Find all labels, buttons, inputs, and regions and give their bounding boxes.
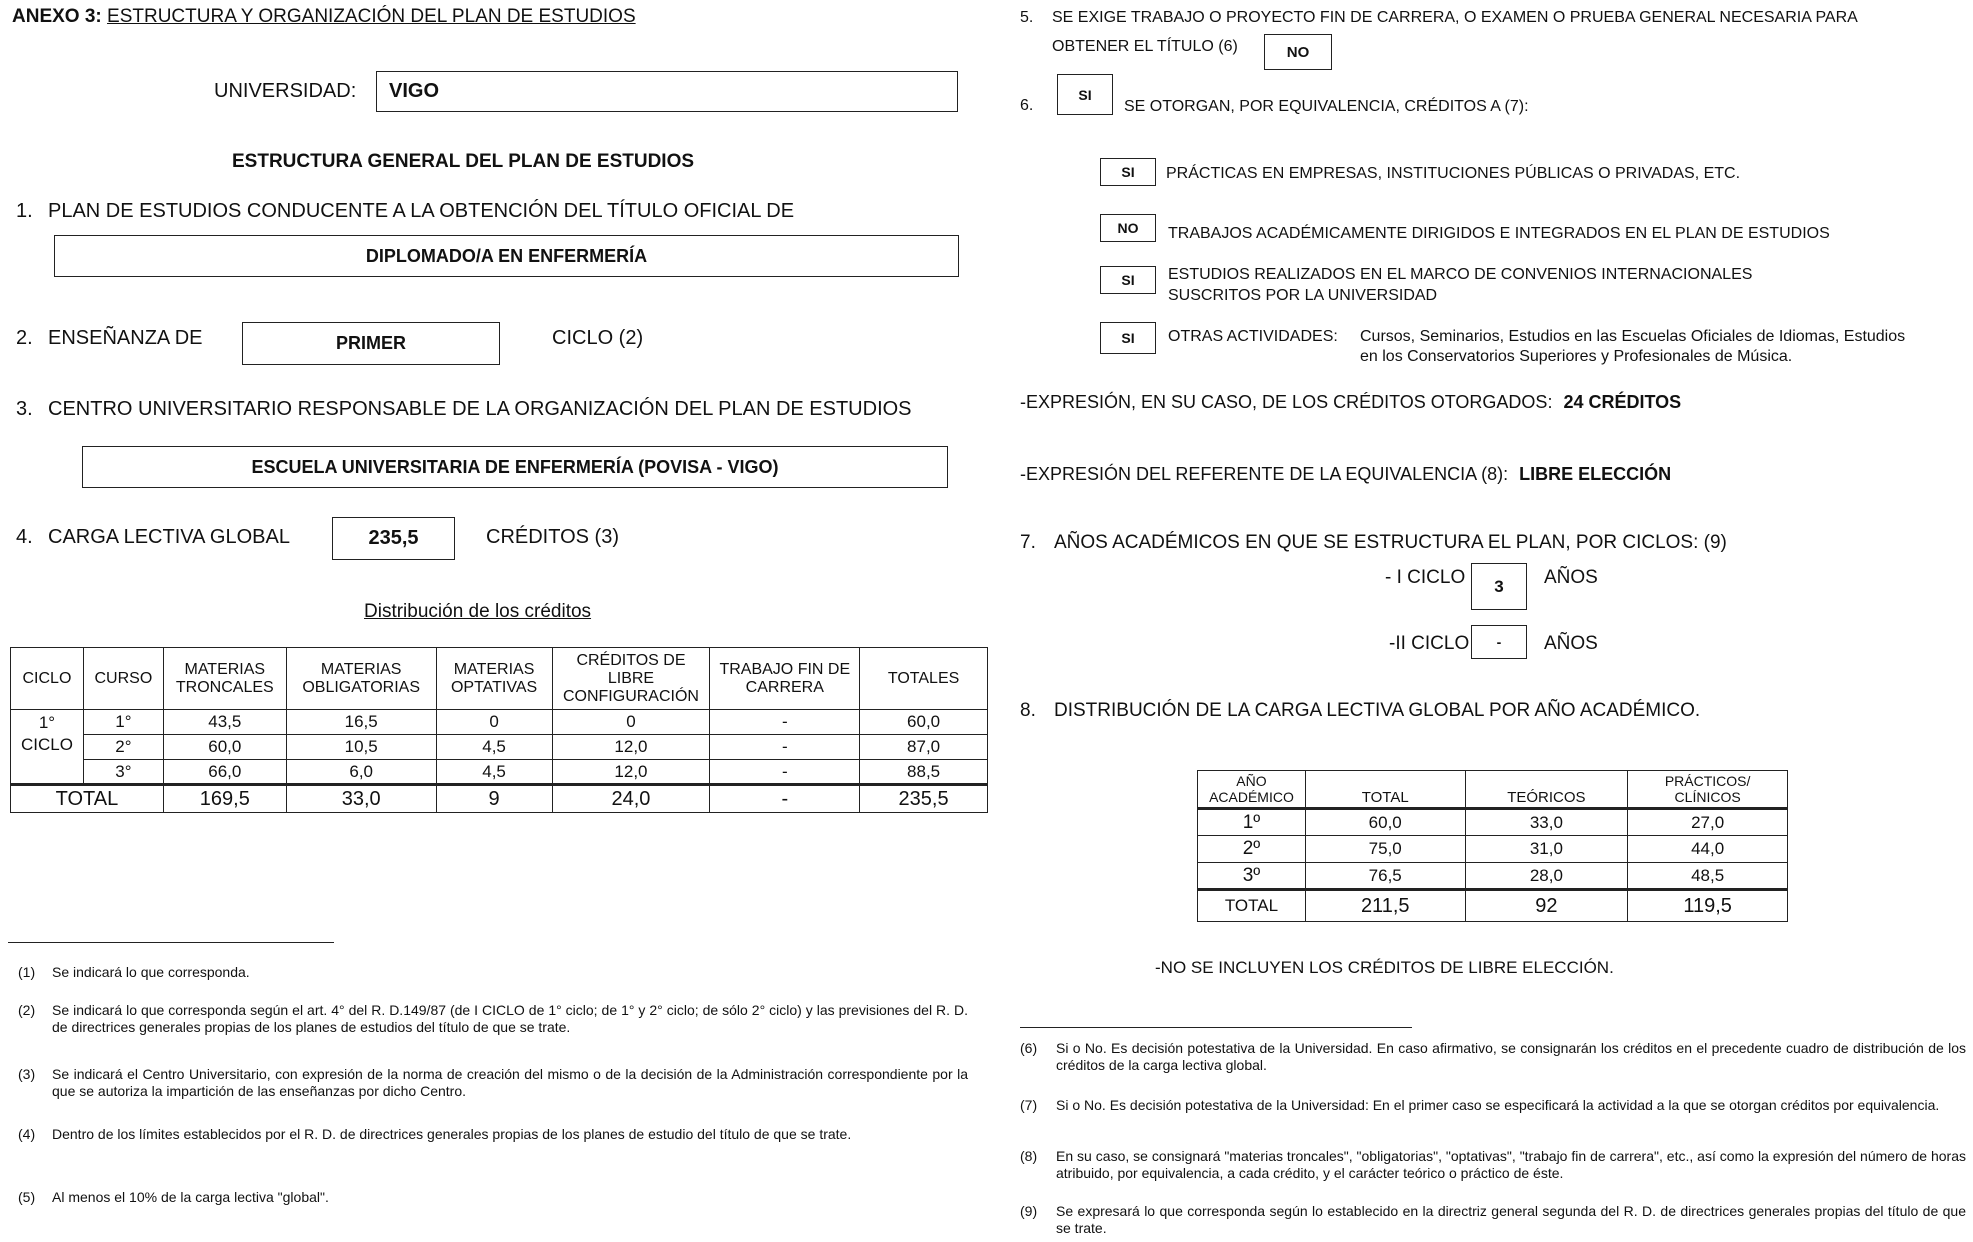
table-cell: 4,5 — [436, 760, 552, 785]
table-cell: 0 — [436, 710, 552, 735]
equiv-convenios-text: ESTUDIOS REALIZADOS EN EL MARCO DE CONVENIOS INTERNACIONALES — [1168, 266, 1753, 283]
table-cell: 0 — [552, 710, 710, 735]
item1-text: PLAN DE ESTUDIOS CONDUCENTE A LA OBTENCIÓN DEL TÍTULO OFICIAL DE — [48, 200, 795, 222]
table-cell: 60,0 — [163, 735, 286, 760]
table-cell: 6,0 — [286, 760, 436, 785]
section-title: ESTRUCTURA GENERAL DEL PLAN DE ESTUDIOS — [232, 151, 695, 172]
table-cell-total: 211,5 — [1305, 890, 1465, 922]
total-label: TOTAL — [11, 785, 164, 813]
equiv-otras-text: OTRAS ACTIVIDADES: — [1168, 328, 1338, 345]
table-cell-total: 24,0 — [552, 785, 710, 813]
expression-credits-value: 24 CRÉDITOS — [1563, 392, 1682, 412]
item5-text-line2: OBTENER EL TÍTULO (6) — [1052, 38, 1238, 55]
item8-text: DISTRIBUCIÓN DE LA CARGA LECTIVA GLOBAL POR AÑO ACADÉMICO. — [1054, 700, 1701, 721]
table-cell: - — [710, 710, 860, 735]
footnote-number: (4) — [18, 1126, 36, 1142]
col-header-year: AÑO ACADÉMICO — [1198, 771, 1306, 809]
footnote-text: Se indicará lo que corresponda según el art. 4° del R. D.149/87 (de I CICLO de 1° ciclo; de 1° y 2° ciclo; de sólo 2° ciclo) y las previsiones del R. D. de directrices generales propias de los planes de estudios del título de que se trate. — [52, 1002, 968, 1035]
table-cell: 1º — [1198, 809, 1306, 836]
table-cell-total: - — [710, 785, 860, 813]
table-total-row — [11, 785, 988, 813]
table-cell: 66,0 — [163, 760, 286, 785]
footnote-number: (1) — [18, 964, 36, 980]
expression-reference-value: LIBRE ELECCIÓN — [1519, 464, 1672, 484]
university-value: VIGO — [376, 71, 958, 112]
table-cell: 44,0 — [1628, 836, 1788, 863]
item1-number: 1. — [16, 200, 33, 222]
footnote-number: (3) — [18, 1066, 36, 1082]
item3-text: CENTRO UNIVERSITARIO RESPONSABLE DE LA ORGANIZACIÓN DEL PLAN DE ESTUDIOS — [48, 398, 912, 420]
table-cell-total: 235,5 — [860, 785, 988, 813]
cycle2-unit: AÑOS — [1544, 633, 1598, 654]
expression-credits-label: -EXPRESIÓN, EN SU CASO, DE LOS CRÉDITOS OTORGADOS: — [1020, 392, 1553, 412]
table-cell-total: 9 — [436, 785, 552, 813]
cycle1-years-value: 3 — [1471, 563, 1527, 610]
col-header-trabajo-fin: TRABAJO FIN DE CARRERA — [710, 648, 860, 710]
yearly-load-table — [1197, 770, 1788, 922]
cycle1-unit: AÑOS — [1544, 567, 1598, 588]
table-cell-total: 60,0 — [860, 710, 988, 735]
table-cell: 2º — [1198, 836, 1306, 863]
item5-number: 5. — [1020, 9, 1034, 26]
footnote-text: Se indicará lo que corresponda. — [52, 964, 250, 980]
table-cell-total: 119,5 — [1628, 890, 1788, 922]
table-cell: 60,0 — [1305, 809, 1465, 836]
footnote-text: Dentro de los límites establecidos por el R. D. de directrices generales propias de los planes de estudio del título de que se trate. — [52, 1126, 852, 1142]
col-header-optativas: MATERIAS OPTATIVAS — [436, 648, 552, 710]
item8-number: 8. — [1020, 700, 1036, 721]
table-cell: 2° — [83, 735, 163, 760]
table-cell-total: 169,5 — [163, 785, 286, 813]
table-cell: 27,0 — [1628, 809, 1788, 836]
annex-title: ESTRUCTURA Y ORGANIZACIÓN DEL PLAN DE ESTUDIOS — [107, 6, 636, 27]
table-cell: - — [710, 735, 860, 760]
item7-text: AÑOS ACADÉMICOS EN QUE SE ESTRUCTURA EL PLAN, POR CICLOS: (9) — [1054, 532, 1727, 553]
table-total-row — [1198, 890, 1788, 922]
footnote-text: Al menos el 10% de la carga lectiva "global". — [52, 1189, 329, 1205]
col-header-troncales: MATERIAS TRONCALES — [163, 648, 286, 710]
table-row — [1198, 809, 1788, 836]
total-label: TOTAL — [1198, 890, 1306, 922]
table-cell: 76,5 — [1305, 863, 1465, 890]
col-header-totales: TOTALES — [860, 648, 988, 710]
table-cell: 31,0 — [1465, 836, 1628, 863]
col-header-curso: CURSO — [83, 648, 163, 710]
year-table-header-row — [1198, 771, 1788, 809]
col-header-ciclo: CICLO — [11, 648, 84, 710]
table-cell: - — [710, 760, 860, 785]
item2-suffix: CICLO (2) — [552, 327, 644, 349]
col-header-teoricos: TEÓRICOS — [1465, 771, 1628, 809]
annex-header — [12, 6, 636, 28]
table-cell: 3° — [83, 760, 163, 785]
table-cell: 4,5 — [436, 735, 552, 760]
footnote-divider-right — [1020, 1027, 1412, 1028]
table-row — [11, 735, 988, 760]
expression-reference — [1020, 464, 1671, 485]
table-row — [1198, 863, 1788, 890]
item2-number: 2. — [16, 327, 33, 349]
col-header-total: TOTAL — [1305, 771, 1465, 809]
table-cell: 3º — [1198, 863, 1306, 890]
final-project-required-value: NO — [1264, 34, 1332, 70]
equivalence-credits-value: SI — [1057, 74, 1113, 115]
item4-suffix: CRÉDITOS (3) — [486, 526, 619, 548]
teaching-cycle-value: PRIMER — [242, 322, 500, 365]
cycle2-years-value: - — [1471, 625, 1527, 659]
footnote-number: (5) — [18, 1189, 36, 1205]
table-cell-total: 88,5 — [860, 760, 988, 785]
table-cell: 10,5 — [286, 735, 436, 760]
distribution-title: Distribución de los créditos — [364, 601, 592, 622]
footnote-text: Se indicará el Centro Universitario, con expresión de la norma de creación del mismo o de la decisión de la Administración correspondiente por la que se autoriza la impartición de las enseñanzas por dicho Centro. — [52, 1066, 968, 1099]
university-center-value: ESCUELA UNIVERSITARIA DE ENFERMERÍA (POVISA - VIGO) — [82, 446, 948, 488]
degree-title-value: DIPLOMADO/A EN ENFERMERÍA — [54, 235, 959, 277]
equiv-practicas-value: SI — [1100, 158, 1156, 186]
table-cell-total: 87,0 — [860, 735, 988, 760]
footnote-number: (2) — [18, 1002, 36, 1018]
item6-number: 6. — [1020, 97, 1034, 114]
footnote-number: (9) — [1020, 1203, 1038, 1219]
university-label: UNIVERSIDAD: — [214, 80, 357, 102]
table-cell: 16,5 — [286, 710, 436, 735]
item4-text: CARGA LECTIVA GLOBAL — [48, 526, 290, 548]
expression-credits — [1020, 392, 1681, 413]
table-cell: 33,0 — [1465, 809, 1628, 836]
footnote-text: Si o No. Es decisión potestativa de la Universidad. En caso afirmativo, se consignarán los créditos en el precedente cuadro de distribución de los créditos de la carga lectiva global. — [1056, 1040, 1966, 1073]
equiv-practicas-text: PRÁCTICAS EN EMPRESAS, INSTITUCIONES PÚBLICAS O PRIVADAS, ETC. — [1166, 165, 1741, 182]
item4-number: 4. — [16, 526, 33, 548]
table-cell: 12,0 — [552, 760, 710, 785]
col-header-libre-configuracion: CRÉDITOS DE LIBRE CONFIGURACIÓN — [552, 648, 710, 710]
equiv-otras-value: SI — [1100, 322, 1156, 354]
equiv-otras-detail-line2: en los Conservatorios Superiores y Profesionales de Música. — [1360, 348, 1793, 365]
table-cell: 48,5 — [1628, 863, 1788, 890]
global-load-value: 235,5 — [332, 517, 455, 560]
footnote-text: Se expresará lo que corresponda según lo establecido en la directriz general segunda del R. D. de directrices generales propias del título de que se trate. — [1056, 1203, 1966, 1236]
cycle1-label: - I CICLO — [1385, 567, 1466, 588]
table-row — [11, 710, 988, 735]
col-header-practicos: PRÁCTICOS/ CLÍNICOS — [1628, 771, 1788, 809]
footnote-number: (7) — [1020, 1097, 1038, 1113]
item6-text: SE OTORGAN, POR EQUIVALENCIA, CRÉDITOS A (7): — [1124, 98, 1529, 115]
expression-reference-label: -EXPRESIÓN DEL REFERENTE DE LA EQUIVALENCIA (8): — [1020, 464, 1509, 484]
table-cell: 28,0 — [1465, 863, 1628, 890]
table-row — [1198, 836, 1788, 863]
table-cell: 12,0 — [552, 735, 710, 760]
equiv-trabajos-value: NO — [1100, 214, 1156, 242]
equiv-otras-detail: Cursos, Seminarios, Estudios en las Escuelas Oficiales de Idiomas, Estudios — [1360, 328, 1906, 345]
item5-text: SE EXIGE TRABAJO O PROYECTO FIN DE CARRERA, O EXAMEN O PRUEBA GENERAL NECESARIA PARA — [1052, 9, 1858, 26]
free-choice-note: -NO SE INCLUYEN LOS CRÉDITOS DE LIBRE ELECCIÓN. — [1155, 958, 1614, 977]
col-header-obligatorias: MATERIAS OBLIGATORIAS — [286, 648, 436, 710]
annex-label: ANEXO 3: — [12, 6, 102, 27]
item7-number: 7. — [1020, 532, 1036, 553]
table-cell-total: 33,0 — [286, 785, 436, 813]
item2-text: ENSEÑANZA DE — [48, 327, 203, 349]
ciclo-cell: 1° CICLO — [11, 710, 84, 785]
footnote-divider — [8, 942, 334, 943]
credits-distribution-table — [10, 647, 988, 813]
equiv-convenios-text-line2: SUSCRITOS POR LA UNIVERSIDAD — [1168, 287, 1438, 304]
equiv-convenios-value: SI — [1100, 266, 1156, 294]
footnote-text: Si o No. Es decisión potestativa de la Universidad: En el primer caso se especificará la actividad a la que se otorgan créditos por equivalencia. — [1056, 1097, 1940, 1113]
table-cell: 43,5 — [163, 710, 286, 735]
equiv-trabajos-text: TRABAJOS ACADÉMICAMENTE DIRIGIDOS E INTEGRADOS EN EL PLAN DE ESTUDIOS — [1168, 225, 1830, 242]
table-cell: 1° — [83, 710, 163, 735]
footnote-text: En su caso, se consignará "materias troncales", "obligatorias", "optativas", "trabajo fin de carrera", etc., así como la expresión del número de horas atribuido, por equivalencia, a cada crédito, y el carácter teórico o práctico de éste. — [1056, 1148, 1966, 1181]
table-cell-total: 92 — [1465, 890, 1628, 922]
footnote-number: (6) — [1020, 1040, 1038, 1056]
footnote-number: (8) — [1020, 1148, 1038, 1164]
cycle2-label: -II CICLO — [1389, 633, 1470, 654]
item3-number: 3. — [16, 398, 33, 420]
table-row — [11, 760, 988, 785]
table-cell: 75,0 — [1305, 836, 1465, 863]
credits-table-header-row — [11, 648, 988, 710]
